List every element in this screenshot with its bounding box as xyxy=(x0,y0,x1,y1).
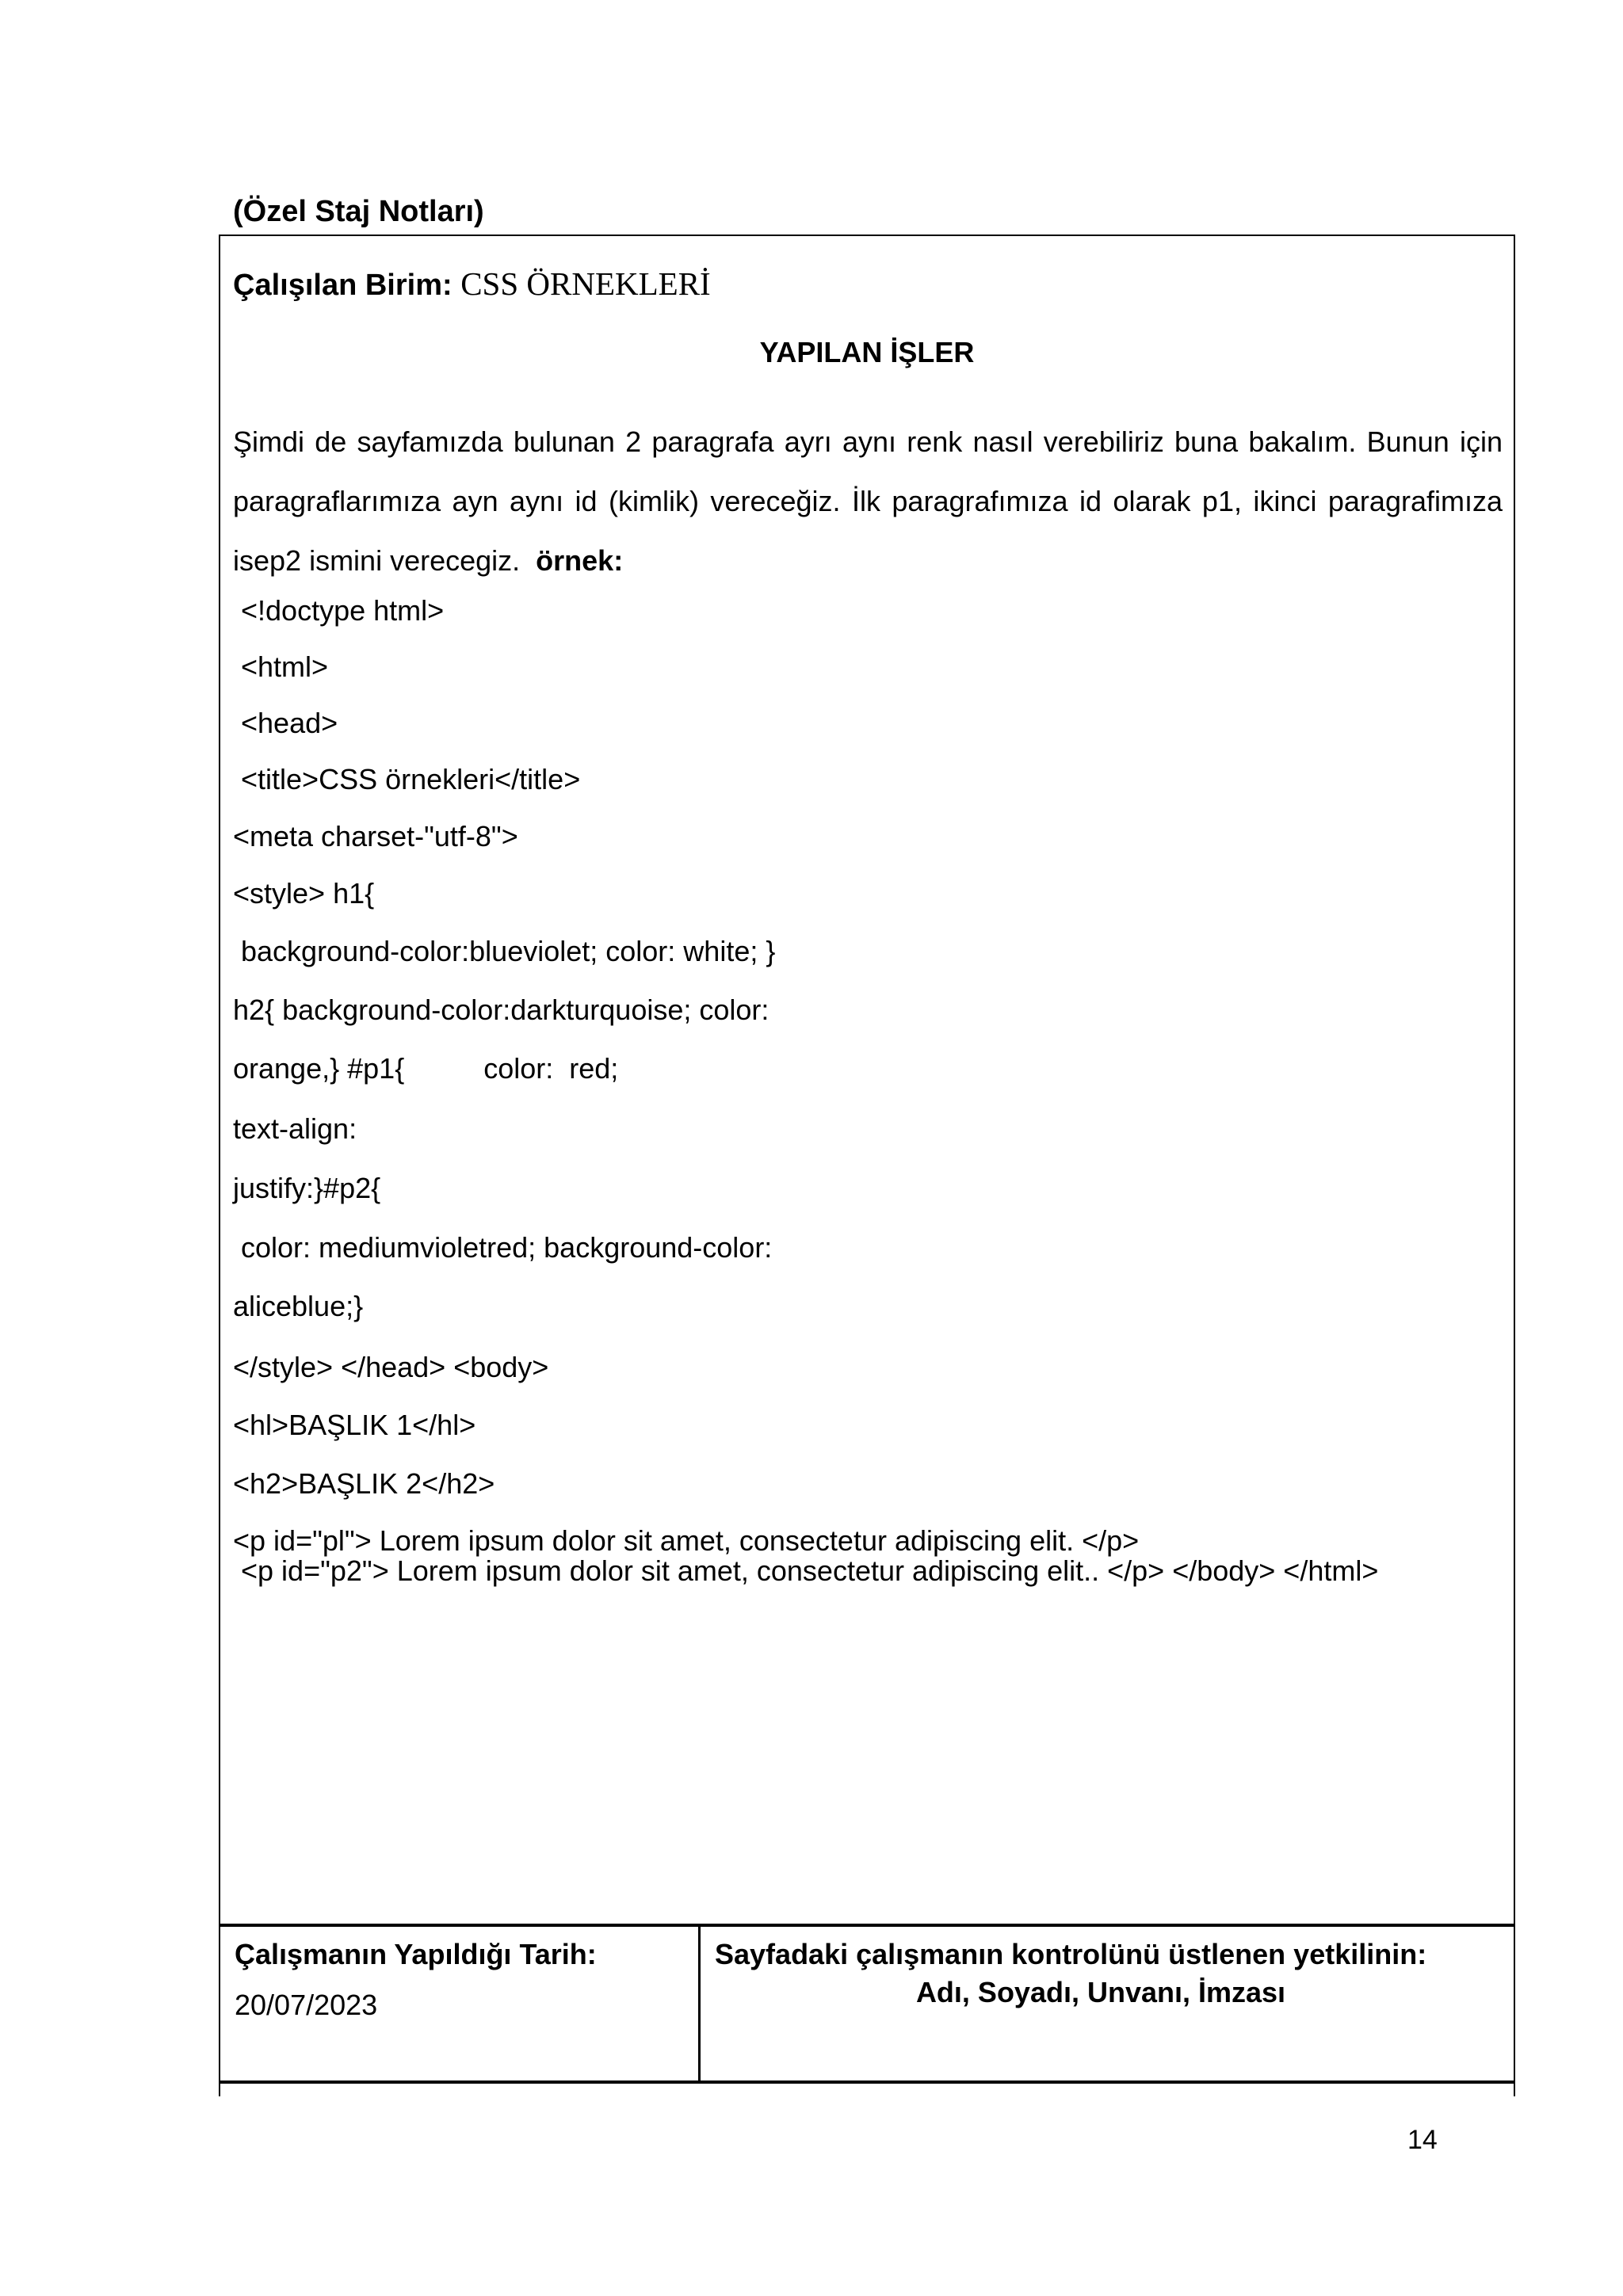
code-line: justify:}#p2{ xyxy=(233,1172,381,1204)
date-value: 20/07/2023 xyxy=(235,1989,378,2021)
unit-label: Çalışılan Birim: xyxy=(233,269,453,302)
footer-table xyxy=(219,1924,1515,2084)
code-line: <!doctype html> xyxy=(233,594,445,627)
page-number: 14 xyxy=(1407,2125,1438,2155)
section-title: YAPILAN İŞLER xyxy=(759,336,975,368)
code-line: <title>CSS örnekleri</title> xyxy=(233,763,581,795)
unit-value: CSS ÖRNEKLERİ xyxy=(460,265,711,302)
code-line: <meta charset-"utf-8"> xyxy=(233,820,518,852)
code-line: orange,} #p1{ color: red; xyxy=(233,1052,619,1085)
code-line: <p id="p2"> Lorem ipsum dolor sit amet, consectetur adipiscing elit.. </p> </body> </html> xyxy=(233,1554,1379,1587)
code-line: <h2>BAŞLIK 2</h2> xyxy=(233,1467,495,1500)
authority-label: Sayfadaki çalışmanın kontrolünü üstlenen yetkilinin: xyxy=(715,1938,1427,1970)
example-label: örnek: xyxy=(536,544,624,577)
date-cell xyxy=(219,1927,701,2081)
code-line: <hl>BAŞLIK 1</hl> xyxy=(233,1409,476,1441)
code-line: text-align: xyxy=(233,1112,357,1145)
table-edge-tick xyxy=(1514,2084,1515,2096)
intro-paragraph xyxy=(233,412,1503,590)
code-line: color: mediumvioletred; background-color: xyxy=(233,1231,773,1264)
date-label: Çalışmanın Yapıldığı Tarih: xyxy=(235,1938,597,1970)
authority-sub-label: Adı, Soyadı, Unvanı, İmzası xyxy=(915,1976,1286,2008)
authority-cell xyxy=(701,1927,1515,2081)
code-line: <html> xyxy=(233,650,329,683)
code-line: h2{ background-color:darkturquoise; color: xyxy=(233,994,769,1026)
code-line: aliceblue;} xyxy=(233,1290,364,1322)
code-line: </style> </head> <body> xyxy=(233,1351,549,1383)
code-line: background-color:blueviolet; color: white; } xyxy=(233,935,776,967)
code-line: <style> h1{ xyxy=(233,877,375,910)
intro-text: Şimdi de sayfamızda bulunan 2 paragrafa ayrı aynı renk nasıl verebiliriz buna bakalım. Bunun için paragraflarımıza ayn aynı id (kimlik) vereceğiz. İlk paragrafımıza id olarak p1, ikinci paragrafimıza isep2 ismini verecegiz. xyxy=(233,425,1503,577)
table-edge-tick xyxy=(219,2084,220,2096)
page-header: (Özel Staj Notları) xyxy=(233,195,484,228)
code-line: <head> xyxy=(233,707,338,739)
unit-line xyxy=(233,265,711,303)
code-line: <p id="pl"> Lorem ipsum dolor sit amet, consectetur adipiscing elit. </p> xyxy=(233,1524,1140,1557)
